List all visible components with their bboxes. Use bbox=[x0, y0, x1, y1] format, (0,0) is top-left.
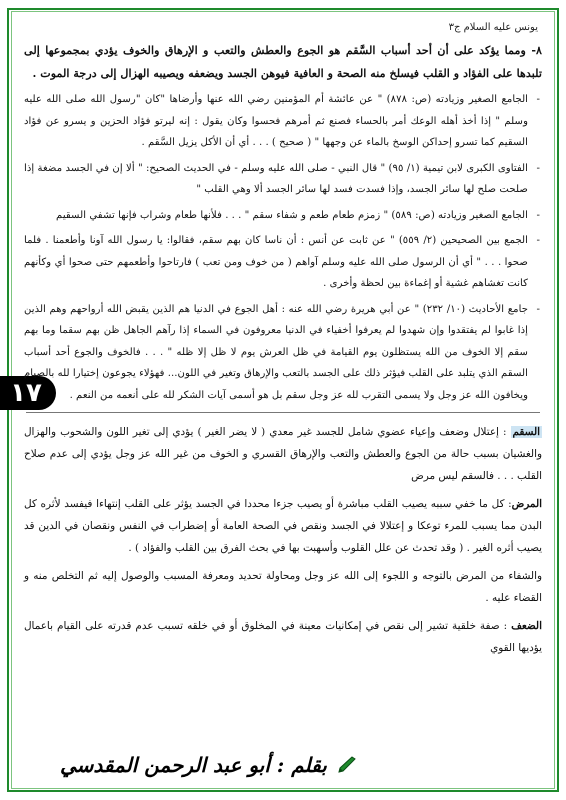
author-signature bbox=[60, 748, 359, 782]
definition-marad-text: : كل ما خفي سببه يصيب القلب مباشرة أو يصيب جزءا محددا في الجسد يؤثر على القلب إنتهاءا فيفسد لأثره كل البدن مما يسبب للمرء توعكا و إعتلالا في الجسد ونقص في الصحة العامة أو إضطراب في النفس ونقصان في الدين قد يصيب أثره الغير . ( وقد تحدث عن علل القلوب وأسهبت بها في بحث الفرق بين القلب والفؤاد ) . bbox=[24, 498, 542, 554]
term-saqam: السقم bbox=[512, 426, 540, 438]
definition-daaf bbox=[24, 615, 542, 659]
definition-shifa: والشفاء من المرض بالتوجه و اللجوء إلى الله عز وجل ومحاولة تحديد ومعرفة المسبب والوصول إليه ثم التخلص منه و القضاء عليه . bbox=[24, 570, 542, 604]
definition-saqam-text: : إعتلال وضعف وإعياء عضوي شامل للجسد غير معدي ( لا يضر الغير ) يؤدي إلى تغير اللون والشحوب والهزال والغشيان بسبب حالة من الجوع والعطش والتعب والإرهاق القسري و الخوف من غير الله عز وجل يؤدي إلى عدم صلاح القلب . . . فالسقم ليس مرض bbox=[24, 426, 542, 482]
reference-item: - الفتاوى الكبرى لابن تيمية (١/ ٩٥) " قال النبي - صلى الله عليه وسلم - في الحديث الصحيح: " ألا إن في الجسد مضغة إذا صلحت صلح لها سائر الجسد، وإذا فسدت فسد لها سائر الجسد ألا وهي القلب " bbox=[24, 158, 542, 201]
reference-item: - جامع الأحاديث (١٠/ ٢٣٢) " عن أبي هريرة رضي الله عنه : أهل الجوع في الدنيا هم الذين يقبض الله أرواحهم وهم الذين إذا غابوا لم يفتقدوا وإن شهدوا لم يعرفوا أخفياء في الدنيا معروفون في السماء إذا رآهم الجاهل ظن بهم سقما وما بهم سقم إلا الخوف من الله يستظلون يوم القيامة في ظل العرش يوم لا ظل إلا ظله " . . . فالخوف والجوع أحد أسباب السقم الذي يتلبد على القلب فيؤثر ذلك على الجسد بالتعب والإرهاق وتغير في اللون... فهؤلاء يجوعون إختيارا لله بالصيام ويخافون الله عز وجل ولا يسمى التقرب لله عز وجل سقم بل هو أسمى آيات الشكر لله على أنعمه من النعم . bbox=[24, 299, 542, 407]
definition-saqam bbox=[24, 421, 542, 487]
definition-daaf-text: : صفة خلقية تشير إلى نقص في إمكانيات معينة في المخلوق أو في خلقه تسبب عدم قدرته على القيام باعمال يؤديها القوي bbox=[24, 620, 542, 654]
section-divider bbox=[26, 412, 540, 413]
reference-item: - الجامع الصغير وزيادته (ص: ٨٧٨) " عن عائشة أم المؤمنين رضي الله عنها وأرضاها "كان "رسول الله صلى الله عليه وسلم " إذا أخذ أهله الوعك أمر بالحساء فصنع ثم أمرهم فحسوا وكان يقول : إنه ليرتو فؤاد الحزين و يسرو عن فؤاد السقيم كما تسرو إحداكن الوسخ بالماء عن وجهها " ( صحيح ) . . . أي أن الأكل يزيل السَّقم . bbox=[24, 89, 542, 154]
term-marad: المرض bbox=[511, 498, 542, 510]
document-page bbox=[22, 18, 544, 788]
reference-item: - الجامع الصغير وزيادته (ص: ٥٨٩) " زمزم طعام طعم و شفاء سقم " . . . فلأنها طعام وشراب فإنها تشفي السقيم bbox=[24, 205, 542, 227]
definition-marad bbox=[24, 493, 542, 559]
intro-paragraph: ٨- ومما يؤكد على أن أحد أسباب السَّقم هو الجوع والعطش والتعب و الإرهاق والخوف يؤدي بمجموعها إلى تلبدها على الفؤاد و القلب فيسلخ منه الصحة و العافية فيوهن الجسد ويضعفه ويصيبه الهزال إلى درجة الموت . bbox=[24, 43, 542, 80]
pen-icon bbox=[337, 756, 359, 774]
reference-item: - الجمع بين الصحيحين (٢/ ٥٥٩) " عن ثابت عن أنس : أن ناسا كان بهم سقم، فقالوا: يا رسول الله آونا وأطعمنا . فلما صحوا . . . " أي أن الرسول صلى الله عليه وسلم آواهم ( من خوف ومن تعب ) فارتاحوا وأطعمهم حتى صحوا أي وكأنهم كانت تغشاهم غشية أو إغماءة بين لحظة وأخرى . bbox=[24, 230, 542, 295]
term-daaf: الضعف bbox=[511, 620, 542, 632]
running-header: يونس عليه السلام ج٣ bbox=[448, 22, 538, 33]
reference-list bbox=[22, 89, 544, 406]
signature-text: بقلم : أبو عبد الرحمن المقدسي bbox=[60, 753, 327, 777]
page-number-badge: ١٧ bbox=[0, 376, 56, 410]
